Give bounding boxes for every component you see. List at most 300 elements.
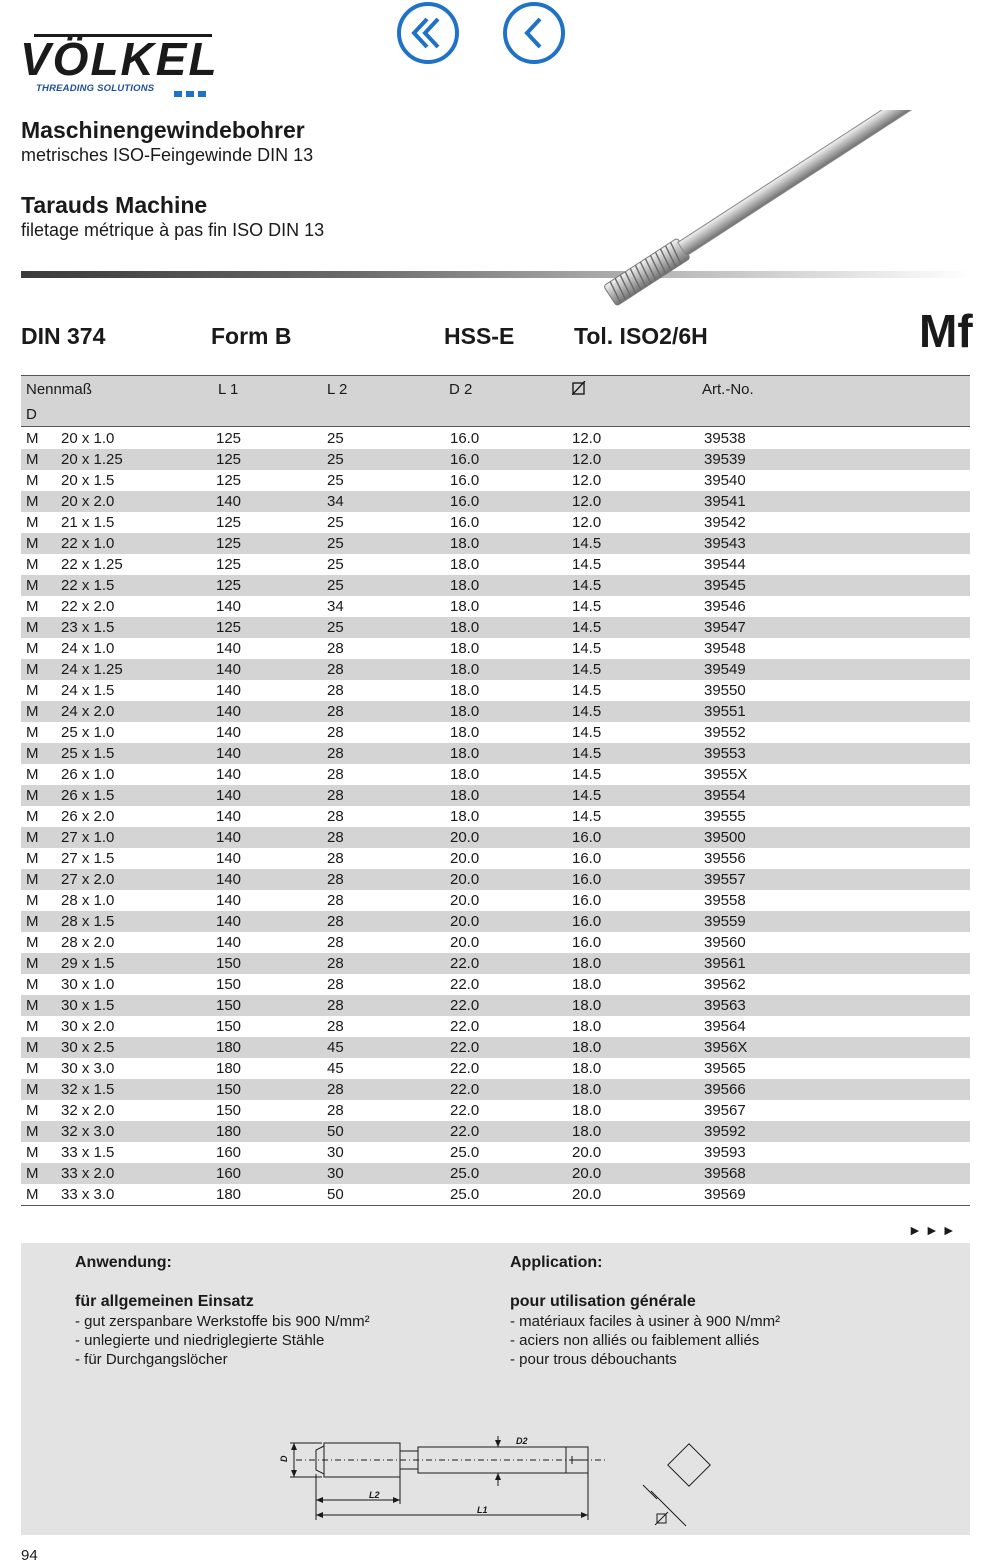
table-row [21, 722, 970, 743]
cell-square: 18.0 [572, 1102, 602, 1119]
cell-d2: 16.0 [450, 430, 480, 447]
header-square [572, 381, 586, 399]
header-nominal: Nennmaß [26, 381, 92, 398]
application-item-de: - für Durchgangslöcher [75, 1351, 228, 1368]
table-row [21, 806, 970, 827]
cell-square: 18.0 [572, 1039, 602, 1056]
table-row [21, 827, 970, 848]
cell-l1: 125 [216, 535, 242, 552]
cell-l2: 28 [327, 640, 344, 657]
cell-art-no: 39541 [704, 493, 746, 510]
table-row [21, 701, 970, 722]
cell-l1: 150 [216, 1102, 242, 1119]
cell-l2: 28 [327, 955, 344, 972]
cell-d2: 22.0 [450, 1039, 480, 1056]
cell-prefix: M [26, 577, 39, 594]
cell-art-no: 39566 [704, 1081, 746, 1098]
table-row [21, 995, 970, 1016]
cell-l1: 140 [216, 640, 242, 657]
cell-prefix: M [26, 535, 39, 552]
cell-prefix: M [26, 787, 39, 804]
cell-prefix: M [26, 598, 39, 615]
cell-art-no: 39545 [704, 577, 746, 594]
table-row [21, 764, 970, 785]
cell-prefix: M [26, 976, 39, 993]
cell-square: 14.5 [572, 619, 602, 636]
cell-size: 30 x 1.5 [61, 997, 115, 1014]
cell-size: 20 x 1.0 [61, 430, 115, 447]
application-lead-de: für allgemeinen Einsatz [75, 1293, 254, 1310]
cell-l1: 140 [216, 682, 242, 699]
table-row [21, 638, 970, 659]
cell-d2: 20.0 [450, 892, 480, 909]
cell-art-no: 39538 [704, 430, 746, 447]
application-item-de: - unlegierte und niedriglegierte Stähle [75, 1332, 325, 1349]
cell-d2: 22.0 [450, 1060, 480, 1077]
cell-square: 18.0 [572, 955, 602, 972]
cell-size: 32 x 1.5 [61, 1081, 115, 1098]
cell-l1: 180 [216, 1060, 242, 1077]
cell-l1: 125 [216, 451, 242, 468]
cell-prefix: M [26, 766, 39, 783]
cell-prefix: M [26, 1165, 39, 1182]
cell-square: 18.0 [572, 976, 602, 993]
cell-prefix: M [26, 1186, 39, 1203]
cell-l2: 28 [327, 808, 344, 825]
cell-art-no: 39565 [704, 1060, 746, 1077]
table-row [21, 470, 970, 491]
cell-square: 16.0 [572, 850, 602, 867]
cell-l2: 25 [327, 577, 344, 594]
application-lead-fr: pour utilisation générale [510, 1293, 696, 1310]
cell-d2: 18.0 [450, 766, 480, 783]
cell-prefix: M [26, 514, 39, 531]
spec-tolerance: Tol. ISO2/6H [574, 323, 708, 349]
cell-l2: 25 [327, 451, 344, 468]
cell-size: 30 x 1.0 [61, 976, 115, 993]
application-item-fr: - matériaux faciles à usiner à 900 N/mm² [510, 1313, 781, 1330]
application-item-de: - gut zerspanbare Werkstoffe bis 900 N/mm² [75, 1313, 370, 1330]
cell-square: 14.5 [572, 703, 602, 720]
cell-size: 24 x 1.5 [61, 682, 115, 699]
cell-size: 26 x 2.0 [61, 808, 115, 825]
cell-size: 24 x 1.0 [61, 640, 115, 657]
cell-l2: 28 [327, 934, 344, 951]
chevron-left-icon [507, 6, 561, 60]
cell-l2: 25 [327, 430, 344, 447]
cell-l1: 140 [216, 829, 242, 846]
table-row [21, 974, 970, 995]
cell-l2: 25 [327, 472, 344, 489]
cell-l2: 25 [327, 619, 344, 636]
table-row [21, 491, 970, 512]
cell-prefix: M [26, 1060, 39, 1077]
cell-prefix: M [26, 493, 39, 510]
table-row [21, 953, 970, 974]
cell-size: 26 x 1.0 [61, 766, 115, 783]
cell-l2: 25 [327, 556, 344, 573]
table-bottom-rule [21, 1205, 970, 1206]
cell-size: 24 x 1.25 [61, 661, 123, 678]
spec-material: HSS-E [444, 323, 515, 349]
application-item-fr: - aciers non alliés ou faiblement alliés [510, 1332, 760, 1349]
drawing-label-l2: L2 [369, 1490, 380, 1500]
table-row [21, 869, 970, 890]
cell-size: 27 x 1.5 [61, 850, 115, 867]
cell-prefix: M [26, 682, 39, 699]
cell-prefix: M [26, 1123, 39, 1140]
cell-d2: 25.0 [450, 1144, 480, 1161]
cell-l1: 125 [216, 619, 242, 636]
cell-size: 22 x 1.25 [61, 556, 123, 573]
cell-d2: 18.0 [450, 535, 480, 552]
cell-d2: 16.0 [450, 451, 480, 468]
cell-l1: 125 [216, 514, 242, 531]
cell-art-no: 39550 [704, 682, 746, 699]
cell-l1: 140 [216, 703, 242, 720]
cell-l2: 28 [327, 1018, 344, 1035]
cell-size: 26 x 1.5 [61, 787, 115, 804]
cell-prefix: M [26, 724, 39, 741]
cell-art-no: 39569 [704, 1186, 746, 1203]
double-chevron-left-icon [401, 6, 455, 60]
cell-prefix: M [26, 451, 39, 468]
cell-l1: 180 [216, 1039, 242, 1056]
cell-art-no: 39564 [704, 1018, 746, 1035]
cell-l1: 160 [216, 1165, 242, 1182]
cell-art-no: 39559 [704, 913, 746, 930]
cell-art-no: 39549 [704, 661, 746, 678]
cell-size: 33 x 1.5 [61, 1144, 115, 1161]
cell-prefix: M [26, 745, 39, 762]
cell-art-no: 39593 [704, 1144, 746, 1161]
spec-form: Form B [211, 323, 292, 349]
cell-l1: 140 [216, 934, 242, 951]
cell-l2: 28 [327, 703, 344, 720]
cell-l2: 45 [327, 1039, 344, 1056]
cell-d2: 20.0 [450, 871, 480, 888]
cell-d2: 22.0 [450, 1102, 480, 1119]
cell-l1: 140 [216, 892, 242, 909]
header-nominal-d: D [26, 406, 37, 423]
tap-product-image [590, 110, 980, 315]
cell-square: 14.5 [572, 745, 602, 762]
cell-prefix: M [26, 913, 39, 930]
cell-l1: 150 [216, 955, 242, 972]
cell-square: 16.0 [572, 913, 602, 930]
cell-size: 20 x 1.25 [61, 451, 123, 468]
table-row [21, 785, 970, 806]
table-row [21, 1100, 970, 1121]
cell-l2: 30 [327, 1165, 344, 1182]
cell-square: 12.0 [572, 493, 602, 510]
cell-l1: 140 [216, 661, 242, 678]
cell-d2: 20.0 [450, 829, 480, 846]
cell-l2: 28 [327, 766, 344, 783]
cell-square: 18.0 [572, 1123, 602, 1140]
cell-l1: 140 [216, 871, 242, 888]
table-row [21, 1163, 970, 1184]
cell-l2: 28 [327, 976, 344, 993]
table-row [21, 617, 970, 638]
cell-l2: 28 [327, 724, 344, 741]
table-row [21, 596, 970, 617]
cell-l1: 180 [216, 1186, 242, 1203]
drawing-label-l1: L1 [477, 1505, 488, 1515]
cell-d2: 18.0 [450, 745, 480, 762]
cell-l1: 150 [216, 1018, 242, 1035]
cell-prefix: M [26, 472, 39, 489]
table-body [21, 428, 970, 1205]
cell-l1: 150 [216, 1081, 242, 1098]
cell-art-no: 39547 [704, 619, 746, 636]
cell-square: 14.5 [572, 535, 602, 552]
cell-art-no: 39560 [704, 934, 746, 951]
cell-d2: 18.0 [450, 808, 480, 825]
cell-prefix: M [26, 934, 39, 951]
cell-square: 12.0 [572, 514, 602, 531]
cell-size: 22 x 2.0 [61, 598, 115, 615]
cell-l2: 30 [327, 1144, 344, 1161]
cell-l1: 125 [216, 577, 242, 594]
cell-square: 14.5 [572, 724, 602, 741]
cell-size: 22 x 1.0 [61, 535, 115, 552]
cell-square: 16.0 [572, 892, 602, 909]
cell-art-no: 39543 [704, 535, 746, 552]
cell-art-no: 39568 [704, 1165, 746, 1182]
cell-l2: 25 [327, 535, 344, 552]
cell-square: 14.5 [572, 640, 602, 657]
table-row [21, 449, 970, 470]
cell-l1: 140 [216, 724, 242, 741]
cell-l2: 34 [327, 598, 344, 615]
cell-size: 29 x 1.5 [61, 955, 115, 972]
table-row [21, 512, 970, 533]
cell-square: 18.0 [572, 1081, 602, 1098]
title-fr: Tarauds Machine [21, 192, 208, 218]
cell-d2: 25.0 [450, 1165, 480, 1182]
cell-d2: 22.0 [450, 955, 480, 972]
cell-square: 12.0 [572, 451, 602, 468]
cell-d2: 18.0 [450, 787, 480, 804]
cell-l2: 34 [327, 493, 344, 510]
page-number: 94 [21, 1547, 38, 1564]
cell-l1: 125 [216, 556, 242, 573]
application-item-fr: - pour trous débouchants [510, 1351, 677, 1368]
subtitle-de: metrisches ISO-Feingewinde DIN 13 [21, 145, 314, 165]
cell-l1: 150 [216, 997, 242, 1014]
cell-l2: 45 [327, 1060, 344, 1077]
cell-size: 30 x 3.0 [61, 1060, 115, 1077]
cell-square: 18.0 [572, 997, 602, 1014]
cell-size: 27 x 1.0 [61, 829, 115, 846]
cell-d2: 20.0 [450, 934, 480, 951]
cell-d2: 18.0 [450, 598, 480, 615]
cell-d2: 18.0 [450, 703, 480, 720]
table-row [21, 1037, 970, 1058]
cell-size: 30 x 2.0 [61, 1018, 115, 1035]
cell-square: 14.5 [572, 661, 602, 678]
cell-prefix: M [26, 829, 39, 846]
tap-technical-drawing [276, 1428, 746, 1528]
cell-l1: 140 [216, 598, 242, 615]
first-page-button[interactable] [397, 2, 459, 64]
application-box [21, 1243, 970, 1535]
cell-l1: 140 [216, 745, 242, 762]
cell-prefix: M [26, 430, 39, 447]
cell-art-no: 39558 [704, 892, 746, 909]
spec-din: DIN 374 [21, 323, 106, 349]
cell-prefix: M [26, 955, 39, 972]
header-d2: D 2 [449, 381, 473, 398]
drawing-label-d: D [279, 1455, 289, 1462]
cell-size: 30 x 2.5 [61, 1039, 115, 1056]
cell-art-no: 39542 [704, 514, 746, 531]
table-row [21, 554, 970, 575]
cell-art-no: 39557 [704, 871, 746, 888]
cell-square: 18.0 [572, 1060, 602, 1077]
cell-square: 12.0 [572, 472, 602, 489]
table-row [21, 1058, 970, 1079]
cell-l2: 28 [327, 1081, 344, 1098]
cell-d2: 22.0 [450, 1081, 480, 1098]
title-de: Maschinengewindebohrer [21, 117, 305, 143]
cell-square: 14.5 [572, 766, 602, 783]
cell-prefix: M [26, 892, 39, 909]
header-l1: L 1 [218, 381, 239, 398]
cell-prefix: M [26, 997, 39, 1014]
cell-prefix: M [26, 1039, 39, 1056]
cell-l1: 125 [216, 430, 242, 447]
cell-l2: 28 [327, 745, 344, 762]
logo-word: VÖLKEL [20, 33, 219, 85]
cell-d2: 22.0 [450, 997, 480, 1014]
cell-art-no: 39539 [704, 451, 746, 468]
cell-d2: 18.0 [450, 556, 480, 573]
cell-art-no: 3955X [704, 766, 748, 783]
cell-art-no: 39546 [704, 598, 746, 615]
table-row [21, 1142, 970, 1163]
cell-l2: 50 [327, 1123, 344, 1140]
cell-size: 21 x 1.5 [61, 514, 115, 531]
table-row [21, 932, 970, 953]
cell-d2: 18.0 [450, 619, 480, 636]
cell-size: 20 x 2.0 [61, 493, 115, 510]
cell-l2: 25 [327, 514, 344, 531]
cell-prefix: M [26, 1081, 39, 1098]
cell-d2: 16.0 [450, 493, 480, 510]
drawing-label-d2: D2 [516, 1436, 528, 1446]
cell-size: 23 x 1.5 [61, 619, 115, 636]
cell-prefix: M [26, 808, 39, 825]
table-row [21, 1079, 970, 1100]
cell-square: 14.5 [572, 787, 602, 804]
cell-art-no: 39500 [704, 829, 746, 846]
application-heading-fr: Application: [510, 1254, 603, 1271]
thread-code: Mf [919, 305, 973, 357]
table-row [21, 911, 970, 932]
cell-d2: 18.0 [450, 661, 480, 678]
cell-l2: 28 [327, 787, 344, 804]
subtitle-fr: filetage métrique à pas fin ISO DIN 13 [21, 220, 325, 240]
cell-art-no: 39554 [704, 787, 746, 804]
cell-l2: 28 [327, 892, 344, 909]
brand-logo [20, 30, 220, 100]
cell-square: 20.0 [572, 1144, 602, 1161]
table-header [21, 375, 970, 427]
cell-l1: 150 [216, 976, 242, 993]
cell-l2: 28 [327, 850, 344, 867]
cell-size: 25 x 1.0 [61, 724, 115, 741]
table-row [21, 848, 970, 869]
cell-size: 32 x 3.0 [61, 1123, 115, 1140]
cell-l2: 28 [327, 997, 344, 1014]
cell-square: 16.0 [572, 934, 602, 951]
cell-d2: 22.0 [450, 1018, 480, 1035]
cell-size: 20 x 1.5 [61, 472, 115, 489]
table-row [21, 743, 970, 764]
cell-prefix: M [26, 619, 39, 636]
cell-art-no: 3956X [704, 1039, 748, 1056]
cell-l1: 140 [216, 766, 242, 783]
cell-size: 28 x 2.0 [61, 934, 115, 951]
cell-l1: 140 [216, 787, 242, 804]
table-row [21, 575, 970, 596]
cell-square: 14.5 [572, 808, 602, 825]
cell-square: 18.0 [572, 1018, 602, 1035]
cell-prefix: M [26, 871, 39, 888]
cell-art-no: 39553 [704, 745, 746, 762]
cell-art-no: 39548 [704, 640, 746, 657]
previous-page-button[interactable] [503, 2, 565, 64]
cell-l1: 180 [216, 1123, 242, 1140]
cell-d2: 16.0 [450, 472, 480, 489]
cell-art-no: 39561 [704, 955, 746, 972]
cell-square: 16.0 [572, 829, 602, 846]
cell-art-no: 39555 [704, 808, 746, 825]
cell-square: 14.5 [572, 682, 602, 699]
cell-art-no: 39563 [704, 997, 746, 1014]
table-row [21, 1121, 970, 1142]
cell-size: 32 x 2.0 [61, 1102, 115, 1119]
cell-art-no: 39552 [704, 724, 746, 741]
cell-size: 25 x 1.5 [61, 745, 115, 762]
cell-art-no: 39544 [704, 556, 746, 573]
cell-square: 14.5 [572, 556, 602, 573]
cell-prefix: M [26, 661, 39, 678]
cell-square: 20.0 [572, 1165, 602, 1182]
cell-d2: 20.0 [450, 850, 480, 867]
table-row [21, 1184, 970, 1205]
cell-l2: 28 [327, 661, 344, 678]
table-row [21, 680, 970, 701]
table-row [21, 1016, 970, 1037]
cell-l2: 28 [327, 1102, 344, 1119]
cell-art-no: 39562 [704, 976, 746, 993]
cell-square: 12.0 [572, 430, 602, 447]
cell-d2: 25.0 [450, 1186, 480, 1203]
cell-l1: 140 [216, 913, 242, 930]
table-row [21, 428, 970, 449]
cell-prefix: M [26, 850, 39, 867]
cell-prefix: M [26, 1102, 39, 1119]
cell-size: 22 x 1.5 [61, 577, 115, 594]
header-l2: L 2 [327, 381, 348, 398]
cell-prefix: M [26, 640, 39, 657]
cell-size: 33 x 2.0 [61, 1165, 115, 1182]
cell-prefix: M [26, 703, 39, 720]
cell-d2: 16.0 [450, 514, 480, 531]
